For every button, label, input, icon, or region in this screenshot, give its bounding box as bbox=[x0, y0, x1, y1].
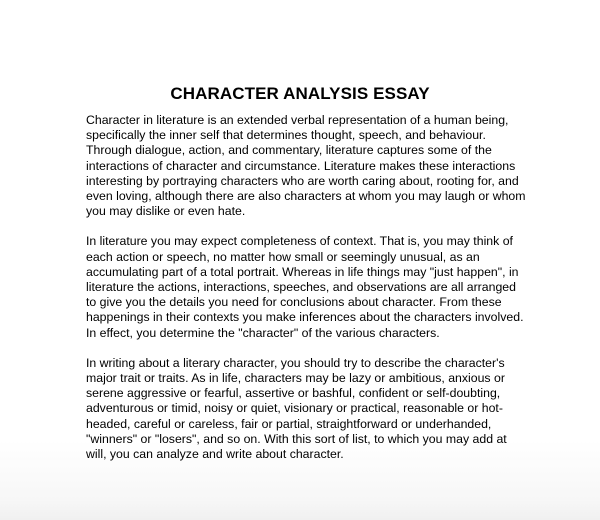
paragraph-3 bbox=[86, 356, 526, 462]
paragraph-2 bbox=[86, 234, 526, 340]
text-line: specifically the inner self that determines thought, speech, and behaviour. bbox=[86, 128, 486, 143]
text-line: In writing about a literary character, you should try to describe the character's bbox=[86, 355, 505, 370]
text-line: serene aggressive or fearful, assertive or bashful, confident or self-doubting, bbox=[86, 386, 501, 401]
text-line: interactions of character and circumstance. Literature makes these interactions bbox=[86, 158, 516, 173]
text-line: headed, careful or careless, fair or partial, straightforward or underhanded, bbox=[86, 416, 492, 431]
text-line: even loving, although there are also characters at whom you may laugh or whom bbox=[86, 189, 526, 204]
text-line: will, you can analyze and write about character. bbox=[86, 447, 344, 462]
text-line: happenings in their contexts you make inferences about the characters involved. bbox=[86, 310, 524, 325]
text-line: accumulating part of a total portrait. Whereas in life things may "just happen", in bbox=[86, 264, 519, 279]
document-title: CHARACTER ANALYSIS ESSAY bbox=[170, 84, 430, 103]
text-line: In literature you may expect completeness of context. That is, you may think of bbox=[86, 234, 513, 249]
text-line: to give you the details you need for conclusions about character. From these bbox=[86, 295, 502, 310]
text-line: adventurous or timid, noisy or quiet, visionary or practical, reasonable or hot- bbox=[86, 401, 503, 416]
text-line: literature the actions, interactions, speeches, and observations are all arranged bbox=[86, 280, 516, 295]
paragraph-1 bbox=[86, 113, 526, 219]
text-line: In effect, you determine the "character" of the various characters. bbox=[86, 325, 440, 340]
text-line: "winners" or "losers", and so on. With this sort of list, to which you may add at bbox=[86, 431, 507, 446]
text-line: each action or speech, no matter how small or seemingly unusual, as an bbox=[86, 249, 480, 264]
text-line: Character in literature is an extended verbal representation of a human being, bbox=[86, 113, 509, 127]
text-line: interesting by portraying characters who are worth caring about, rooting for, and bbox=[86, 173, 519, 188]
text-line: you may dislike or even hate. bbox=[86, 204, 246, 219]
text-line: major trait or traits. As in life, characters may be lazy or ambitious, anxious or bbox=[86, 371, 505, 386]
document-body bbox=[86, 113, 526, 477]
text-line: Through dialogue, action, and commentary, literature captures some of the bbox=[86, 143, 492, 158]
